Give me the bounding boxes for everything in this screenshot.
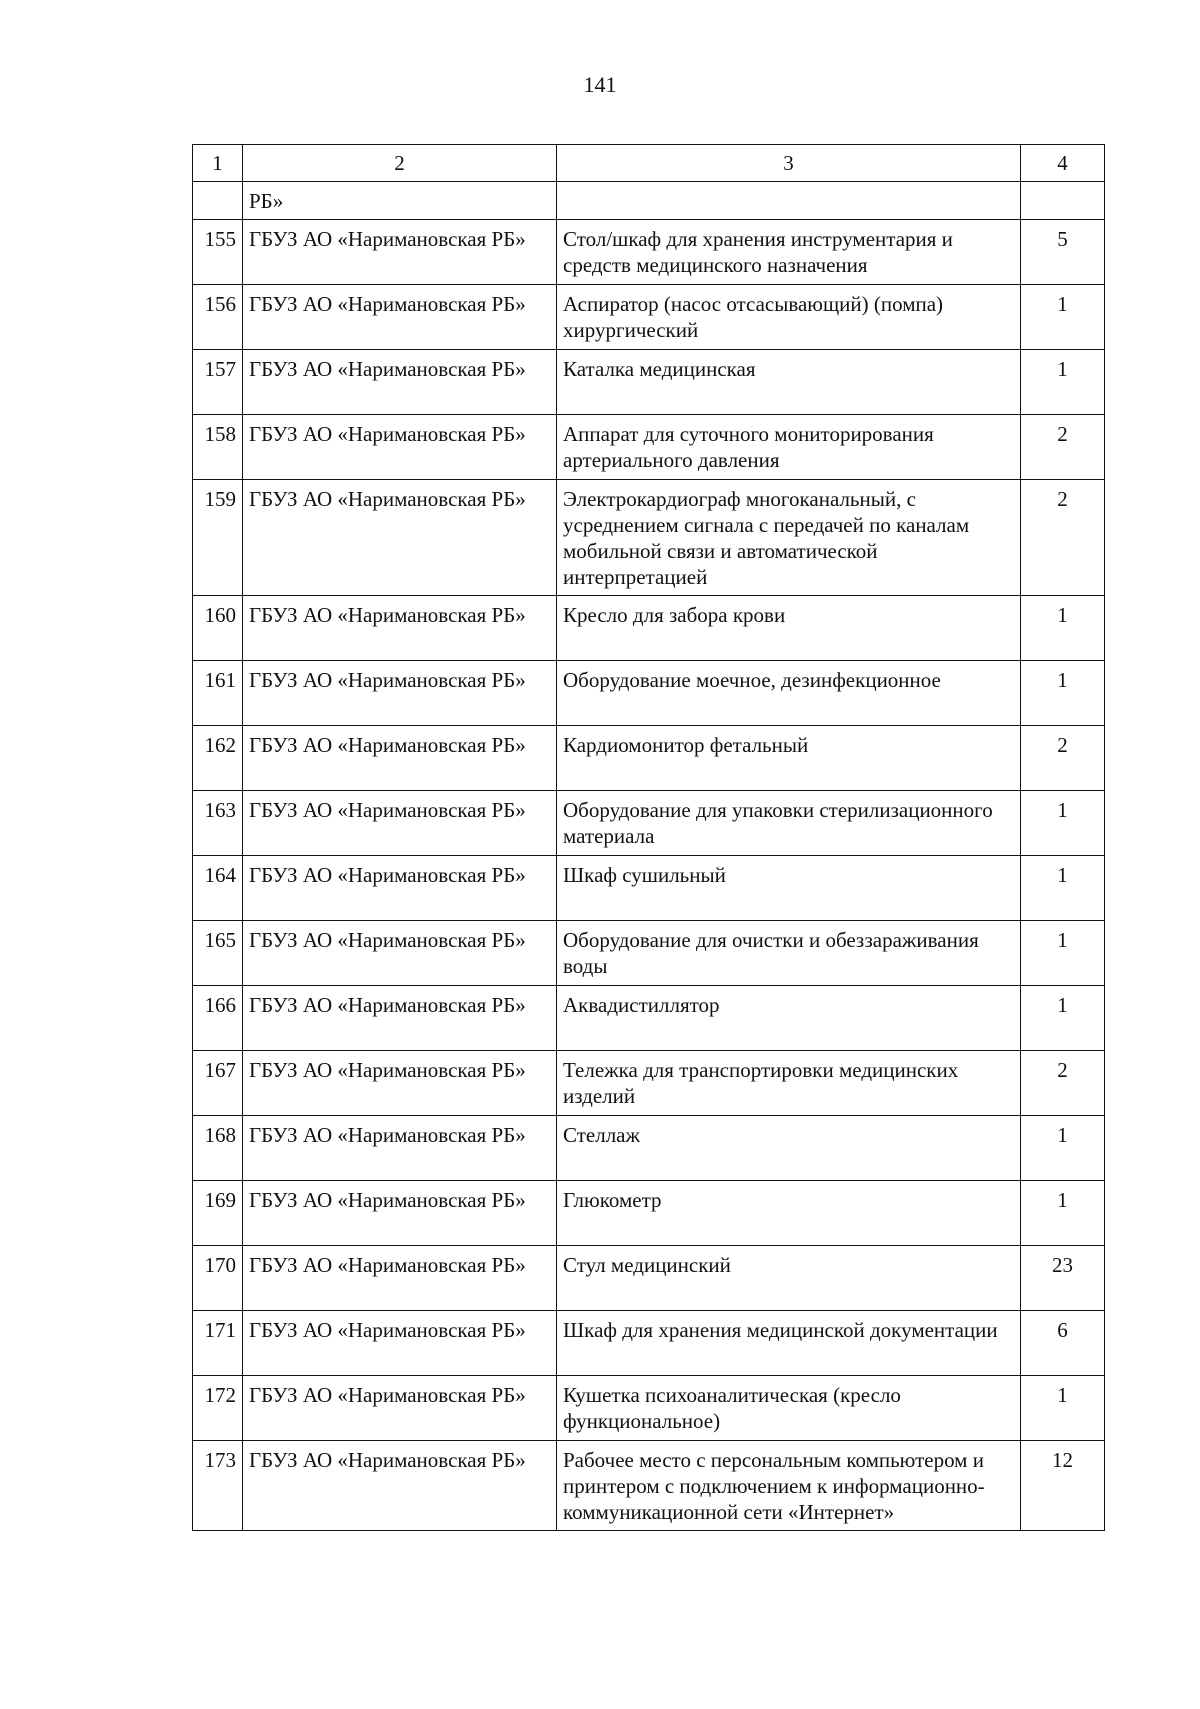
header-col-2: 2 [243, 145, 557, 182]
row-quantity: 2 [1021, 415, 1105, 480]
row-item: Кушетка психоаналитическая (кресло функциональное) [557, 1376, 1021, 1441]
header-row [193, 145, 1105, 182]
table-row [193, 1246, 1105, 1311]
table-row [193, 856, 1105, 921]
row-quantity: 1 [1021, 350, 1105, 415]
table-row [193, 986, 1105, 1051]
row-number: 169 [193, 1181, 243, 1246]
table-row [193, 661, 1105, 726]
row-number: 173 [193, 1441, 243, 1531]
row-item: Шкаф для хранения медицинской документации [557, 1311, 1021, 1376]
row-quantity: 23 [1021, 1246, 1105, 1311]
row-item: Рабочее место с персональным компьютером и принтером с подключением к информационно-коммуникационной сети «Интернет» [557, 1441, 1021, 1531]
page-number: 141 [583, 72, 617, 97]
row-item: Оборудование для очистки и обеззараживания воды [557, 921, 1021, 986]
row-quantity: 1 [1021, 1116, 1105, 1181]
table-row [193, 415, 1105, 480]
row-number: 165 [193, 921, 243, 986]
row-quantity: 1 [1021, 921, 1105, 986]
row-organization: ГБУЗ АО «Наримановская РБ» [243, 285, 557, 350]
row-organization: ГБУЗ АО «Наримановская РБ» [243, 220, 557, 285]
row-organization: ГБУЗ АО «Наримановская РБ» [243, 1311, 557, 1376]
row-number: 159 [193, 480, 243, 596]
row-organization: ГБУЗ АО «Наримановская РБ» [243, 661, 557, 726]
row-item: Аппарат для суточного мониторирования артериального давления [557, 415, 1021, 480]
row-organization: ГБУЗ АО «Наримановская РБ» [243, 1181, 557, 1246]
row-item: Тележка для транспортировки медицинских изделий [557, 1051, 1021, 1116]
table-row [193, 285, 1105, 350]
row-number: 155 [193, 220, 243, 285]
row-number: 166 [193, 986, 243, 1051]
row-number [193, 182, 243, 220]
table-row [193, 726, 1105, 791]
row-quantity: 2 [1021, 1051, 1105, 1116]
row-number: 164 [193, 856, 243, 921]
row-quantity: 5 [1021, 220, 1105, 285]
row-organization: ГБУЗ АО «Наримановская РБ» [243, 856, 557, 921]
table-row [193, 1376, 1105, 1441]
row-number: 161 [193, 661, 243, 726]
table-row [193, 220, 1105, 285]
row-item: Оборудование моечное, дезинфекционное [557, 661, 1021, 726]
row-organization: ГБУЗ АО «Наримановская РБ» [243, 1246, 557, 1311]
row-quantity: 1 [1021, 856, 1105, 921]
header-col-1: 1 [193, 145, 243, 182]
row-item [557, 182, 1021, 220]
row-number: 168 [193, 1116, 243, 1181]
row-item: Кардиомонитор фетальный [557, 726, 1021, 791]
row-number: 156 [193, 285, 243, 350]
table-row [193, 596, 1105, 661]
row-organization: ГБУЗ АО «Наримановская РБ» [243, 350, 557, 415]
table-row [193, 791, 1105, 856]
equipment-table [192, 144, 1105, 1531]
row-item: Аспиратор (насос отсасывающий) (помпа) хирургический [557, 285, 1021, 350]
table-header [193, 145, 1105, 182]
row-quantity: 1 [1021, 1181, 1105, 1246]
row-organization: ГБУЗ АО «Наримановская РБ» [243, 480, 557, 596]
row-organization: ГБУЗ АО «Наримановская РБ» [243, 1116, 557, 1181]
row-organization: ГБУЗ АО «Наримановская РБ» [243, 1376, 557, 1441]
row-item: Аквадистиллятор [557, 986, 1021, 1051]
row-item: Каталка медицинская [557, 350, 1021, 415]
row-organization: ГБУЗ АО «Наримановская РБ» [243, 791, 557, 856]
row-number: 167 [193, 1051, 243, 1116]
row-item: Оборудование для упаковки стерилизационного материала [557, 791, 1021, 856]
row-number: 162 [193, 726, 243, 791]
row-quantity: 1 [1021, 1376, 1105, 1441]
table-row [193, 350, 1105, 415]
header-col-3: 3 [557, 145, 1021, 182]
row-quantity: 2 [1021, 480, 1105, 596]
table-row [193, 1181, 1105, 1246]
row-organization: РБ» [243, 182, 557, 220]
row-organization: ГБУЗ АО «Наримановская РБ» [243, 986, 557, 1051]
row-quantity: 1 [1021, 596, 1105, 661]
row-organization: ГБУЗ АО «Наримановская РБ» [243, 1051, 557, 1116]
row-item: Шкаф сушильный [557, 856, 1021, 921]
row-item: Стол/шкаф для хранения инструментария и средств медицинского назначения [557, 220, 1021, 285]
row-number: 172 [193, 1376, 243, 1441]
row-number: 158 [193, 415, 243, 480]
row-quantity: 1 [1021, 986, 1105, 1051]
row-number: 157 [193, 350, 243, 415]
row-quantity [1021, 182, 1105, 220]
table-row [193, 1311, 1105, 1376]
row-item: Стул медицинский [557, 1246, 1021, 1311]
row-organization: ГБУЗ АО «Наримановская РБ» [243, 726, 557, 791]
table-row [193, 1441, 1105, 1531]
row-number: 160 [193, 596, 243, 661]
row-organization: ГБУЗ АО «Наримановская РБ» [243, 415, 557, 480]
row-organization: ГБУЗ АО «Наримановская РБ» [243, 596, 557, 661]
row-quantity: 1 [1021, 791, 1105, 856]
table-row [193, 921, 1105, 986]
row-item: Кресло для забора крови [557, 596, 1021, 661]
row-number: 163 [193, 791, 243, 856]
continuation-row [193, 182, 1105, 220]
row-number: 171 [193, 1311, 243, 1376]
table-row [193, 1116, 1105, 1181]
row-item: Стеллаж [557, 1116, 1021, 1181]
table-row [193, 480, 1105, 596]
row-quantity: 6 [1021, 1311, 1105, 1376]
row-item: Глюкометр [557, 1181, 1021, 1246]
row-quantity: 12 [1021, 1441, 1105, 1531]
row-quantity: 2 [1021, 726, 1105, 791]
row-quantity: 1 [1021, 285, 1105, 350]
table-body [193, 182, 1105, 1531]
header-col-4: 4 [1021, 145, 1105, 182]
table-row [193, 1051, 1105, 1116]
row-item: Электрокардиограф многоканальный, с усреднением сигнала с передачей по каналам мобильной связи и автоматической интерпретацией [557, 480, 1021, 596]
row-organization: ГБУЗ АО «Наримановская РБ» [243, 921, 557, 986]
row-quantity: 1 [1021, 661, 1105, 726]
row-organization: ГБУЗ АО «Наримановская РБ» [243, 1441, 557, 1531]
row-number: 170 [193, 1246, 243, 1311]
